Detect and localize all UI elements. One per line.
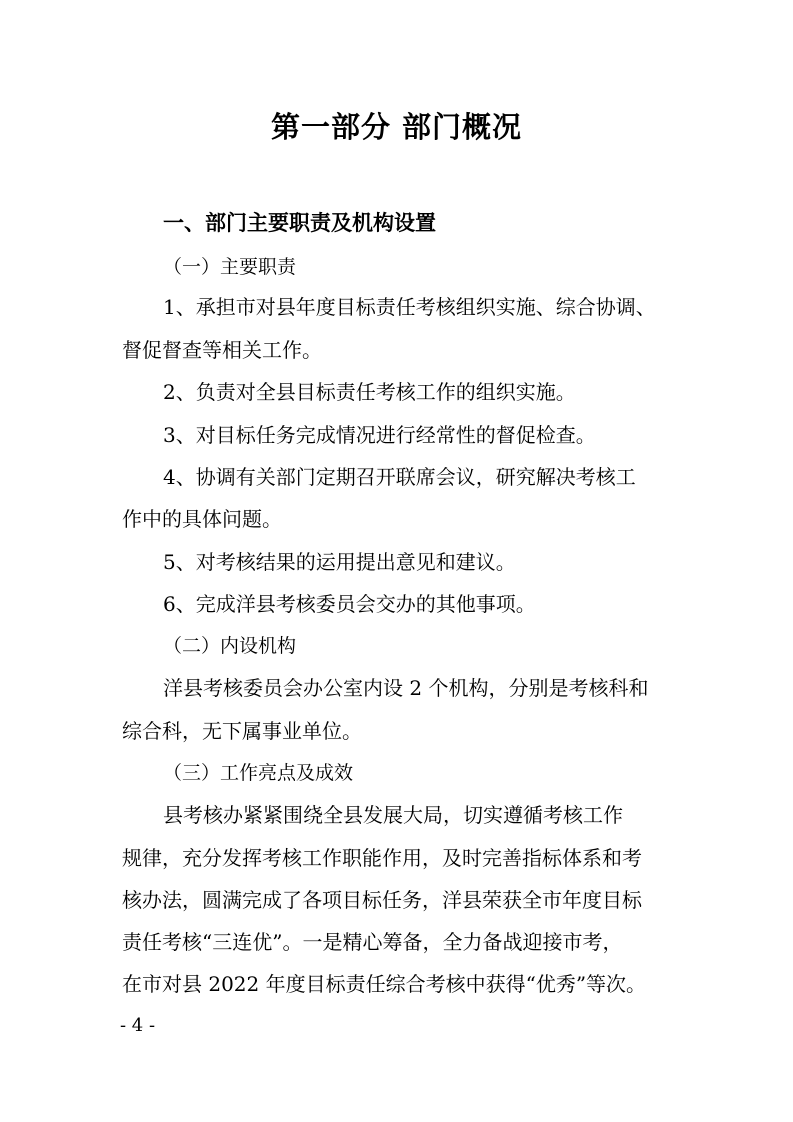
highlights-line-3: 核办法，圆满完成了各项目标任务，洋县荣获全市年度目标	[122, 888, 642, 912]
highlights-line-1: 县考核办紧紧围绕全县发展大局，切实遵循考核工作	[163, 803, 623, 827]
duty-item-3: 3、对目标任务完成情况进行经常性的督促检查。	[163, 423, 596, 447]
section-heading: 一、部门主要职责及机构设置	[163, 211, 436, 235]
page-title: 第一部分 部门概况	[270, 110, 523, 144]
duty-item-1-line-1: 1、承担市对县年度目标责任考核组织实施、综合协调、	[163, 295, 656, 319]
duty-item-2: 2、负责对全县目标责任考核工作的组织实施。	[163, 380, 576, 404]
duty-item-1-line-2: 督促督查等相关工作。	[122, 338, 322, 362]
subsection-heading-highlights: （三）工作亮点及成效	[163, 762, 354, 784]
highlights-line-4: 责任考核“三连优”。一是精心筹备，全力备战迎接市考，	[122, 930, 623, 954]
subsection-heading-duties: （一）主要职责	[163, 256, 297, 278]
highlights-line-5: 在市对县 2022 年度目标责任综合考核中获得“优秀”等次。	[122, 972, 647, 996]
structure-line-1: 洋县考核委员会办公室内设 2 个机构，分别是考核科和	[163, 676, 649, 700]
subsection-heading-structure: （二）内设机构	[163, 635, 297, 657]
duty-item-4-line-2: 作中的具体问题。	[122, 507, 282, 531]
structure-line-2: 综合科，无下属事业单位。	[122, 719, 362, 743]
highlights-line-2: 规律，充分发挥考核工作职能作用，及时完善指标体系和考	[122, 846, 642, 870]
duty-item-4-line-1: 4、协调有关部门定期召开联席会议，研究解决考核工	[163, 465, 636, 489]
page-number: - 4 -	[120, 1015, 156, 1036]
duty-item-5: 5、对考核结果的运用提出意见和建议。	[163, 550, 516, 574]
duty-item-6: 6、完成洋县考核委员会交办的其他事项。	[163, 592, 536, 616]
